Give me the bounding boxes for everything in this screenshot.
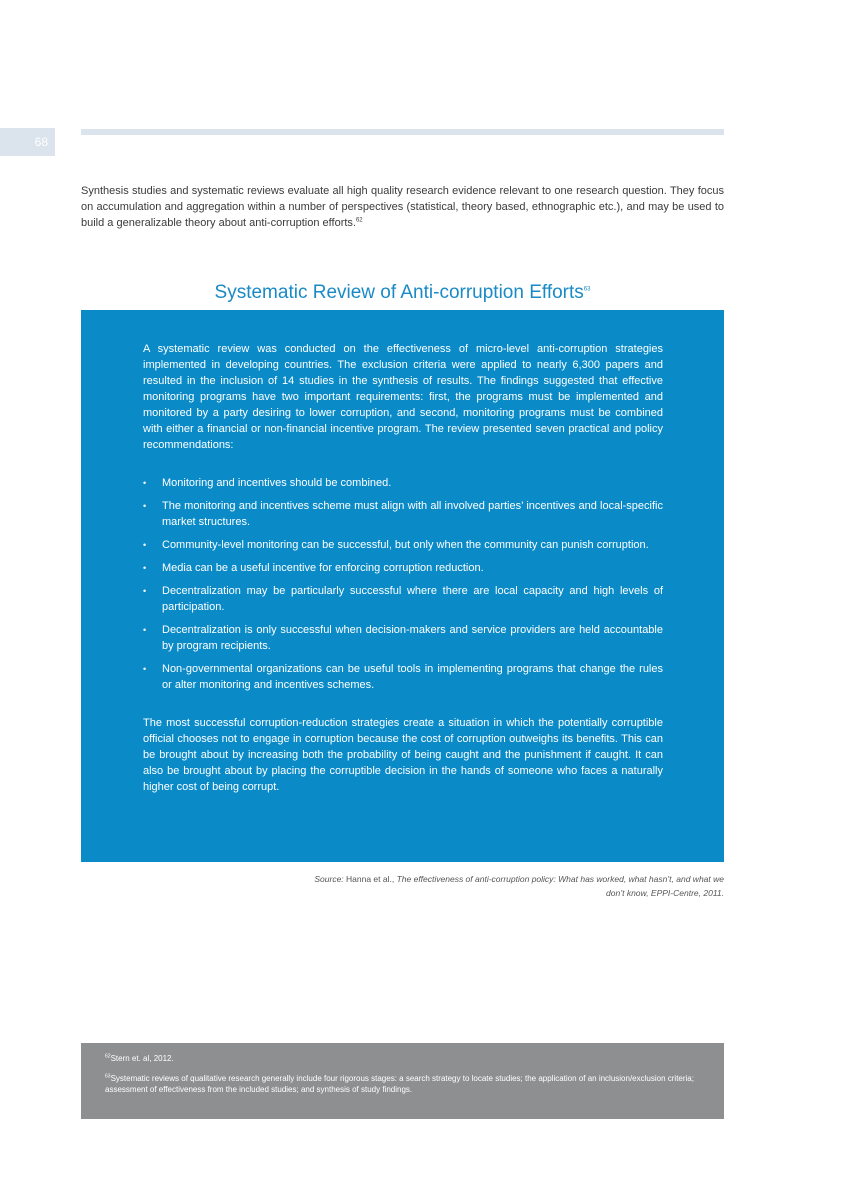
list-item-text: The monitoring and incentives scheme must align with all involved parties’ incentives and local-specific market structures. [162, 500, 663, 528]
page-number: 68 [0, 128, 55, 156]
bullet-icon: • [143, 501, 147, 511]
list-item-text: Decentralization is only successful when decision-makers and service providers are held accountable by program recipients. [162, 624, 663, 652]
bullet-icon: • [143, 478, 147, 488]
box-paragraph-2: The most successful corruption-reduction strategies create a situation in which the potentially corruptible official chooses not to engage in corruption because the cost of corruption outweighs its benefits. This can be brought about by increasing both the probability of being caught and the punishment if caught. It can also be brought about by placing the corruptible decision in the hands of someone who faces a naturally higher cost of being corrupt. [143, 717, 663, 793]
box-title-text: Systematic Review of Anti-corruption Efforts [214, 282, 584, 303]
bullet-icon: • [143, 540, 147, 550]
box-paragraph-1: A systematic review was conducted on the effectiveness of micro-level anti-corruption strategies implemented in developing countries. The exclusion criteria were applied to nearly 6,300 papers and resulted in the inclusion of 14 studies in the synthesis of results. The findings suggested that effective monitoring programs have two important requirements: first, the programs must be implemented and monitored by a party desiring to lower corruption, and second, monitoring programs must be combined with either a financial or non-financial incentive program. The review presented seven practical and policy recommendations: [143, 343, 663, 451]
footnote-62 [105, 1053, 714, 1064]
recommendations-list [143, 475, 663, 693]
source-citation [300, 872, 724, 900]
source-authors: Hanna et al., [343, 874, 397, 884]
bullet-icon: • [143, 625, 147, 635]
bullet-icon: • [143, 586, 147, 596]
list-item [143, 583, 663, 615]
box-content [143, 341, 663, 795]
list-item [143, 661, 663, 693]
list-item-text: Non-governmental organizations can be useful tools in implementing programs that change the rules or alter monitoring and incentives schemes. [162, 663, 663, 691]
list-item [143, 537, 663, 553]
list-item-text: Monitoring and incentives should be combined. [162, 477, 392, 489]
footnote-text: Systematic reviews of qualitative research generally include four rigorous stages: a search strategy to locate studies; the application of an inclusion/exclusion criteria; assessment of effectiveness from the included studies; and synthesis of study findings. [105, 1074, 694, 1094]
bullet-icon: • [143, 664, 147, 674]
header-rule [81, 129, 724, 135]
list-item [143, 622, 663, 654]
footnote-ref-63[interactable]: 63 [583, 286, 591, 293]
footnote-number: 63 [105, 1073, 111, 1080]
box-title [81, 280, 724, 306]
bullet-icon: • [143, 563, 147, 573]
list-item-text: Media can be a useful incentive for enforcing corruption reduction. [162, 562, 484, 574]
intro-paragraph [81, 183, 724, 231]
footnote-63 [105, 1073, 714, 1095]
intro-text: Synthesis studies and systematic reviews evaluate all high quality research evidence relevant to one research question. They focus on accumulation and aggregation within a number of perspectives (statistical, theory based, ethnographic etc.), and may be used to build a generalizable theory about anti-corruption efforts. [81, 185, 724, 229]
source-work: The effectiveness of anti-corruption policy: What has worked, what hasn’t, and what we don’t know, EPPI-Centre, 2011. [396, 874, 724, 898]
list-item-text: Community-level monitoring can be successful, but only when the community can punish corruption. [162, 539, 649, 551]
footnote-number: 62 [105, 1053, 111, 1060]
systematic-review-box [81, 310, 724, 862]
source-label: Source: [314, 874, 344, 884]
list-item [143, 560, 663, 576]
footnote-ref-62[interactable]: 62 [355, 217, 363, 224]
list-item [143, 475, 663, 491]
list-item-text: Decentralization may be particularly successful where there are local capacity and high levels of participation. [162, 585, 663, 613]
footnotes-panel [81, 1043, 724, 1119]
footnote-text: Stern et. al, 2012. [110, 1054, 174, 1063]
list-item [143, 498, 663, 530]
